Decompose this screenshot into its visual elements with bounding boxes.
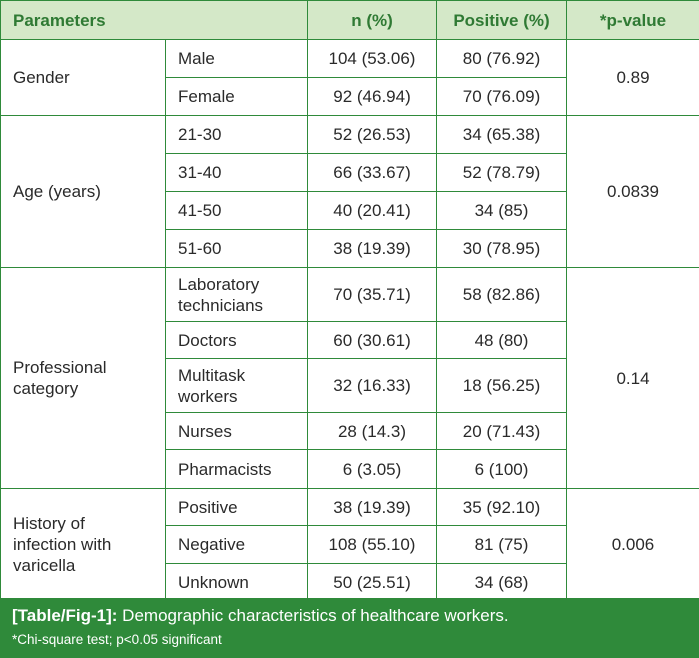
group-label-history: [1, 489, 166, 601]
row-positive: 34 (68): [437, 564, 567, 601]
table-row: [1, 116, 699, 154]
table-header-row: [1, 1, 699, 40]
header-parameters: Parameters: [1, 1, 308, 40]
row-sub-label: Male: [166, 40, 308, 78]
row-n: 108 (55.10): [308, 526, 437, 564]
row-n: 104 (53.06): [308, 40, 437, 78]
group-label-line: infection with: [13, 535, 112, 554]
row-positive: 34 (65.38): [437, 116, 567, 154]
row-sub-label-line: Laboratory: [178, 274, 260, 294]
group-label-line: History of: [13, 514, 85, 533]
table-row: [1, 489, 699, 526]
row-sub-label: 41-50: [166, 192, 308, 230]
row-n: 38 (19.39): [308, 230, 437, 268]
row-sub-label: Negative: [166, 526, 308, 564]
row-positive: 18 (56.25): [437, 359, 567, 413]
row-positive: 35 (92.10): [437, 489, 567, 526]
header-pvalue: *p-value: [567, 1, 699, 40]
row-n: 52 (26.53): [308, 116, 437, 154]
row-sub-label: 51-60: [166, 230, 308, 268]
row-sub-label: Female: [166, 78, 308, 116]
row-sub-label-line: technicians: [178, 295, 264, 315]
row-sub-label: 31-40: [166, 154, 308, 192]
row-sub-label: Pharmacists: [166, 450, 308, 489]
row-positive: 81 (75): [437, 526, 567, 564]
row-n: 66 (33.67): [308, 154, 437, 192]
row-sub-label-line: Multitask: [178, 365, 246, 385]
row-sub-label: Doctors: [166, 322, 308, 359]
table-caption: [0, 598, 699, 658]
row-positive: 70 (76.09): [437, 78, 567, 116]
caption-label: [Table/Fig-1]:: [12, 606, 118, 625]
table-row: [1, 268, 699, 322]
row-sub-label: Nurses: [166, 413, 308, 450]
row-sub-label: Unknown: [166, 564, 308, 601]
group-pvalue-professional: 0.14: [567, 268, 699, 489]
group-pvalue-age: 0.0839: [567, 116, 699, 268]
caption-text: Demographic characteristics of healthcare workers.: [117, 606, 509, 625]
row-sub-label: 21-30: [166, 116, 308, 154]
header-n: n (%): [308, 1, 437, 40]
row-sub-label: [166, 359, 308, 413]
row-positive: 80 (76.92): [437, 40, 567, 78]
group-label-line: Professional: [13, 358, 107, 377]
row-positive: 34 (85): [437, 192, 567, 230]
caption-footnote: *Chi-square test; p<0.05 significant: [12, 632, 222, 647]
row-n: 60 (30.61): [308, 322, 437, 359]
row-n: 70 (35.71): [308, 268, 437, 322]
row-n: 28 (14.3): [308, 413, 437, 450]
row-sub-label: Positive: [166, 489, 308, 526]
row-n: 32 (16.33): [308, 359, 437, 413]
group-label-age: Age (years): [1, 116, 166, 268]
caption-title: [12, 604, 687, 628]
row-positive: 20 (71.43): [437, 413, 567, 450]
row-positive: 48 (80): [437, 322, 567, 359]
row-positive: 6 (100): [437, 450, 567, 489]
table-row: [1, 40, 699, 78]
row-n: 40 (20.41): [308, 192, 437, 230]
header-positive: Positive (%): [437, 1, 567, 40]
group-label-gender: Gender: [1, 40, 166, 116]
row-sub-label: [166, 268, 308, 322]
row-sub-label-line: workers: [178, 386, 238, 406]
group-label-line: category: [13, 379, 79, 398]
group-pvalue-gender: 0.89: [567, 40, 699, 116]
group-pvalue-history: 0.006: [567, 489, 699, 601]
row-positive: 30 (78.95): [437, 230, 567, 268]
group-label-line: varicella: [13, 556, 76, 575]
row-n: 50 (25.51): [308, 564, 437, 601]
group-label-professional: [1, 268, 166, 489]
row-positive: 58 (82.86): [437, 268, 567, 322]
row-n: 6 (3.05): [308, 450, 437, 489]
row-positive: 52 (78.79): [437, 154, 567, 192]
row-n: 38 (19.39): [308, 489, 437, 526]
row-n: 92 (46.94): [308, 78, 437, 116]
